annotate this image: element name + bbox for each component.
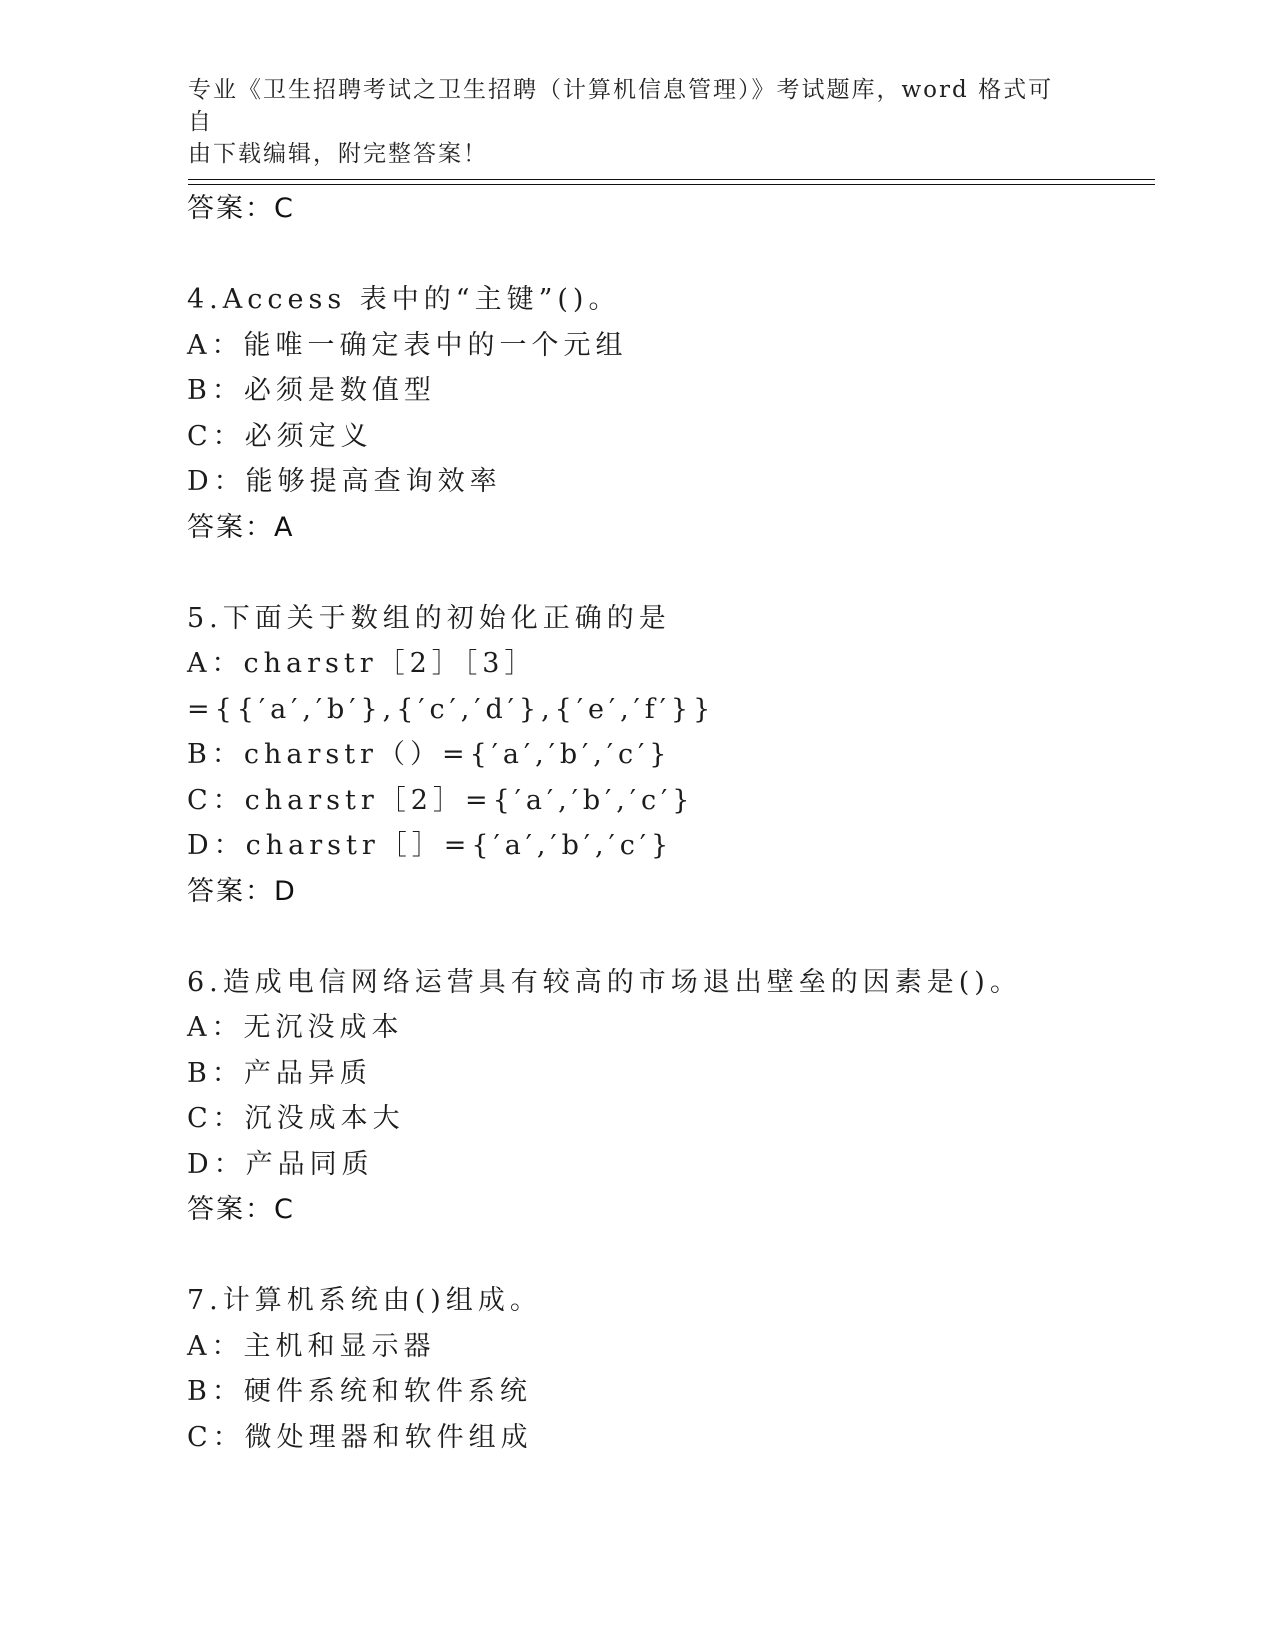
header-line-2: 由下载编辑，附完整答案！ bbox=[188, 141, 488, 167]
option-line: A：主机和显示器 bbox=[187, 1330, 436, 1362]
spacer bbox=[187, 232, 1147, 278]
option-line: B：必须是数值型 bbox=[187, 375, 436, 406]
option-line: B：产品异质 bbox=[187, 1057, 372, 1089]
answer-line: 答案：C bbox=[187, 193, 295, 224]
option-line: D：charstr［］={′a′,′b′,′c′} bbox=[187, 830, 674, 861]
option-line: D：能够提高查询效率 bbox=[187, 466, 502, 497]
option-line: A：能唯一确定表中的一个元组 bbox=[187, 329, 628, 361]
option-line: ={{′a′,′b′},{′c′,′d′},{′e′,′f′}} bbox=[187, 693, 716, 725]
header-divider-bottom bbox=[188, 184, 1155, 185]
spacer bbox=[187, 1233, 1147, 1279]
option-line: C：必须定义 bbox=[187, 420, 373, 452]
spacer bbox=[187, 914, 1147, 960]
option-line: C：微处理器和软件组成 bbox=[187, 1421, 533, 1453]
question-stem: 4.Access 表中的“主键”()。 bbox=[187, 284, 621, 315]
question-stem: 7.计算机系统由()组成。 bbox=[187, 1285, 542, 1316]
option-line: D：产品同质 bbox=[187, 1148, 374, 1180]
document-header bbox=[188, 74, 1068, 170]
question-block bbox=[187, 596, 1147, 915]
question-block bbox=[187, 277, 1147, 550]
option-line: C：charstr［2］={′a′,′b′,′c′} bbox=[187, 784, 695, 816]
question-block bbox=[187, 960, 1147, 1233]
question-block bbox=[187, 1278, 1147, 1460]
option-line: A：无沉没成本 bbox=[187, 1012, 404, 1043]
option-line: B：charstr（）={′a′,′b′,′c′} bbox=[187, 739, 672, 770]
option-line: A：charstr［2］［3］ bbox=[187, 648, 537, 679]
option-line: B：硬件系统和软件系统 bbox=[187, 1376, 532, 1407]
question-stem: 5.下面关于数组的初始化正确的是 bbox=[187, 602, 671, 634]
header-line-1: 专业《卫生招聘考试之卫生招聘（计算机信息管理）》考试题库，word 格式可自 bbox=[188, 77, 1054, 135]
question-list bbox=[187, 186, 1147, 1460]
option-line: C：沉没成本大 bbox=[187, 1103, 405, 1134]
answer-line: 答案：A bbox=[187, 511, 295, 543]
answer-line: 答案：C bbox=[187, 1194, 295, 1225]
answer-line: 答案：D bbox=[187, 875, 297, 907]
question-stem: 6.造成电信网络运营具有较高的市场退出壁垒的因素是()。 bbox=[187, 966, 1022, 998]
spacer bbox=[187, 550, 1147, 596]
header-divider-top bbox=[188, 179, 1155, 180]
